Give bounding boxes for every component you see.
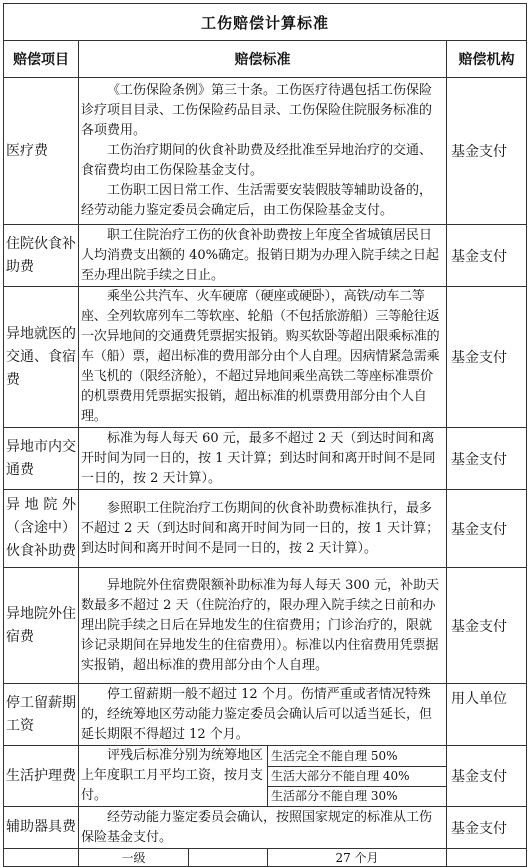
compensation-table [3,3,527,867]
row-partial [4,849,527,867]
partial-blank [189,849,268,867]
agency-nursing: 基金支付 [447,746,527,807]
row-meal-subsidy [4,225,527,287]
standard-paragraph: 停工留薪期一般不超过 12 个月。伤情严重或者情况特殊的，经统筹地区劳动能力鉴定委员会确认后可以适当延长，但延长期限不得超过 12 个月。 [81,686,433,742]
nursing-level: 生活完全不能自理 50% [268,747,446,767]
standard-outpatient-meal [79,490,447,568]
standard-paragraph: 标准为每人每天 60 元，最多不超过 2 天（到达时间和离开时间为同一日的，按 1 天计算；到达时间和离开时间不是同一日的，按 2 天计算）。 [81,430,436,486]
item-nursing: 生活护理费 [4,746,79,807]
agency-meal-subsidy: 基金支付 [447,225,527,287]
standard-paragraph: 乘坐公共汽车、火车硬席（硬座或硬卧），高铁/动车二等座、全列软席列车二等软座、轮船（不包括旅游船）三等舱往返一次异地间的交通费凭票据实报销。购买软卧等超出限乘标准的车（船）票，超出标准的费用部分由个人自理。因病情紧急需乘坐飞机的（限经济舱），不超过异地间乘坐高铁二等座标准票价的机票费用凭票据实报销，超出标准的机票费用部分由个人自理。 [81,289,440,424]
standard-paragraph: 经劳动能力鉴定委员会确认，按照国家规定的标准从工伤保险基金支付。 [81,809,433,845]
standard-paragraph: 异地院外住宿费限额补助标准为每人每天 300 元，补助天数最多不超过 2 天（住院治疗的，限办理入院手续之日前和办理出院手续之日后在异地发生的住宿费用；门诊治疗的，限就诊记录期间在异地发生的住宿费用）。标准以内住宿费用凭票据实报销，超出标准的费用部分由个人自理。 [81,577,440,673]
nursing-levels [268,746,447,807]
standard-meal-subsidy [79,225,447,287]
item-aux-devices: 辅助器具费 [4,807,79,849]
item-paid-leave: 停工留薪期工资 [4,684,79,746]
item-medical: 医疗费 [4,78,79,225]
standard-aux-devices [79,807,447,849]
standard-paragraph: 工伤治疗期间的伙食补助费及经批准至异地治疗的交通、食宿费均由工伤保险基金支付。 [81,143,433,178]
standard-paragraph: 参照职工住院治疗工伤期间的伙食补助费标准执行，最多不超过 2 天（到达时间和离开时间为同一日的，按 1 天计算；到达时间和离开时间不是同一日的，按 2 天计算）。 [81,500,440,556]
row-paid-leave [4,684,527,746]
item-meal-subsidy: 住院伙食补助费 [4,225,79,287]
item-city-transport: 异地市内交通费 [4,428,79,490]
compensation-table-frame [3,3,526,865]
standard-paragraph: 工伤职工因日常工作、生活需要安装假肢等辅助设备的，经劳动能力鉴定委员会确定后，由工伤保险基金支付。 [81,183,433,218]
header-agency: 赔偿机构 [447,41,527,78]
row-travel-lodging [4,287,527,428]
row-medical [4,78,527,225]
partial-months: 27 个月 [268,849,447,867]
standard-nursing [79,746,268,807]
item-travel-lodging: 异地就医的交通、食宿费 [4,287,79,428]
nursing-level: 生活部分不能自理 30% [271,788,398,803]
item-outpatient-lodging: 异地院外住宿费 [4,568,79,684]
row-outpatient-lodging [4,568,527,684]
standard-paragraph: 评残后标准分别为统筹地区上年度职工月平均工资，按月支付。 [81,748,264,803]
partial-blank [4,849,79,867]
standard-paragraph: 《工伤保险条例》第三十条。工伤医疗待遇包括工伤保险诊疗项目目录、工伤保险药品目录、工伤保险住院服务标准的各项费用。 [81,83,433,138]
nursing-level: 生活大部分不能自理 40% [268,767,446,787]
standard-outpatient-lodging [79,568,447,684]
item-outpatient-meal: 异地院外（含途中）伙食补助费 [4,490,79,568]
row-city-transport [4,428,527,490]
agency-travel-lodging: 基金支付 [447,287,527,428]
row-outpatient-meal [4,490,527,568]
header-item: 赔偿项目 [4,41,79,78]
agency-aux-devices: 基金支付 [447,807,527,849]
agency-outpatient-lodging: 基金支付 [447,568,527,684]
partial-blank [447,849,527,867]
agency-paid-leave: 用人单位 [447,684,527,746]
table-title: 工伤赔偿计算标准 [4,4,527,41]
standard-medical [79,78,447,225]
agency-medical: 基金支付 [447,78,527,225]
standard-paragraph: 职工住院治疗工伤的伙食补助费按上年度全省城镇居民日人均消费支出额的 40%确定。报销日期为办理入院手续之日起至办理出院手续之日止。 [81,227,440,283]
row-aux-devices [4,807,527,849]
row-nursing [4,746,527,807]
agency-city-transport: 基金支付 [447,428,527,490]
standard-city-transport [79,428,447,490]
header-standard: 赔偿标准 [79,41,447,78]
partial-level: 一级 [79,849,189,867]
agency-outpatient-meal: 基金支付 [447,490,527,568]
standard-travel-lodging [79,287,447,428]
standard-paid-leave [79,684,447,746]
